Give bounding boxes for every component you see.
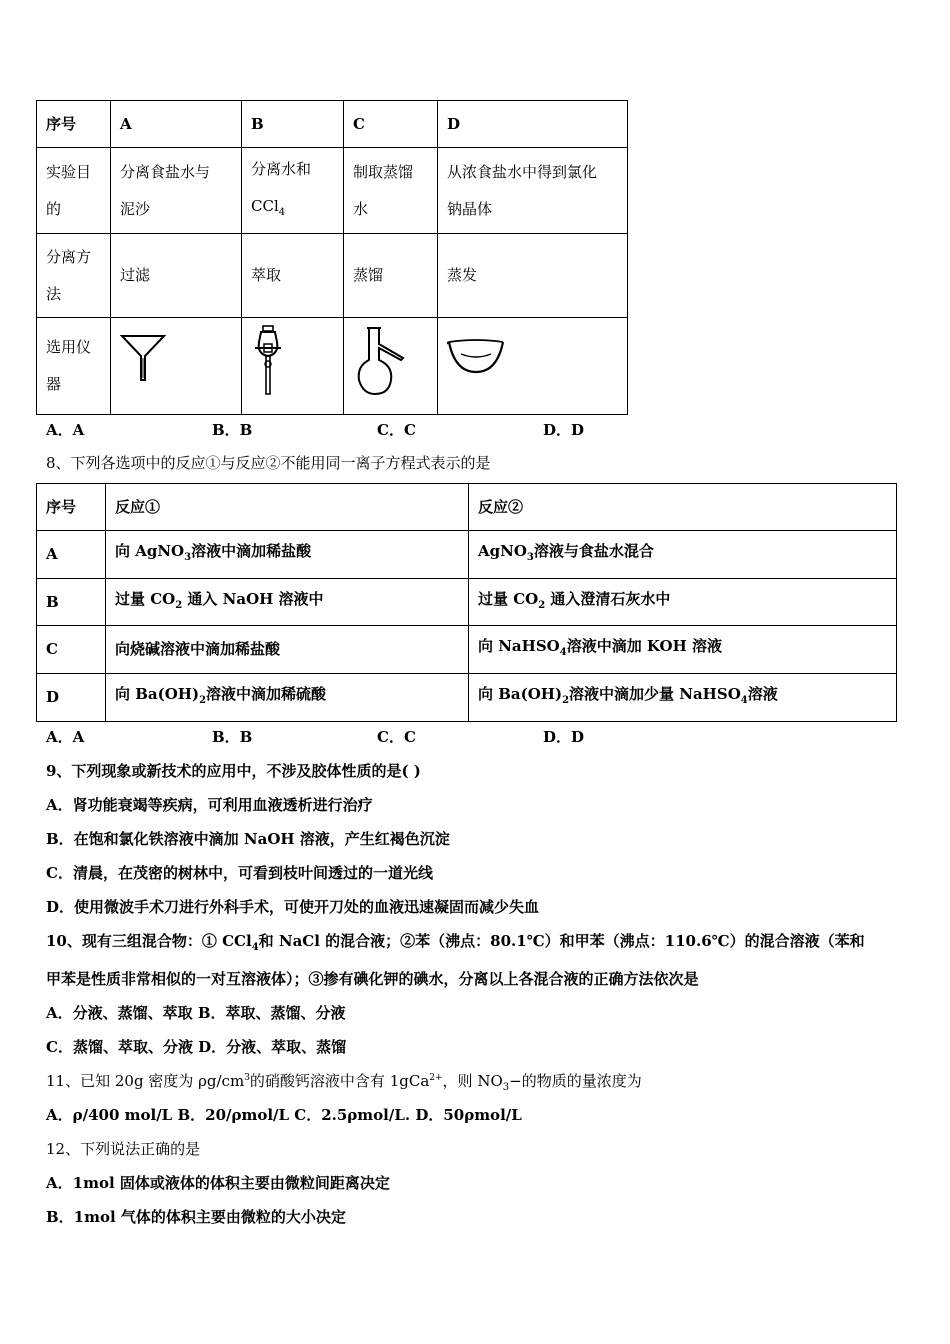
- q7-purpose-label: 实验目 的: [37, 148, 111, 234]
- q8-row-r2: 向 NaHSO$_4$溶液中滴加 KOH 溶液: [469, 626, 897, 674]
- q7-method-b: 萃取: [242, 234, 344, 318]
- q8-header-c2: 反应②: [469, 484, 897, 531]
- q7-apparatus-c: [344, 318, 438, 415]
- q9-option-d[interactable]: D．使用微波手术刀进行外科手术，可使开刀处的血液迅速凝固而减少失血: [46, 898, 540, 916]
- q8-row-r2: 过量 $CO_2$ 通入澄清石灰水中: [469, 579, 897, 626]
- q7-apparatus-a: [111, 318, 242, 415]
- q9-option-a[interactable]: A．肾功能衰竭等疾病，可利用血液透析进行治疗: [46, 796, 373, 814]
- q8-row-key: A: [37, 531, 106, 579]
- q7-header-a: A: [111, 101, 242, 148]
- q8-row-r1: 向 AgNO$_3$溶液中滴加稀盐酸: [106, 531, 469, 579]
- q7-apparatus-b: [242, 318, 344, 415]
- q7-purpose-d: 从浓食盐水中得到氯化 钠晶体: [438, 148, 628, 234]
- q10-stem-line2: 甲苯是性质非常相似的一对互溶液体）；③掺有碘化钾的碘水，分离以上各混合液的正确方法依次是: [46, 970, 699, 988]
- q8-stem: 8、下列各选项中的反应①与反应②不能用同一离子方程式表示的是: [46, 454, 491, 472]
- q7-purpose-b: 分离水和 CCl$_4$: [242, 148, 344, 234]
- q7-apparatus-label: 选用仪 器: [37, 318, 111, 415]
- q10-options-line1[interactable]: A．分液、蒸馏、萃取 B．萃取、蒸馏、分液: [46, 1004, 346, 1022]
- q7-header-label: 序号: [37, 101, 111, 148]
- q8-header-c1: 反应①: [106, 484, 469, 531]
- q9-stem: 9、下列现象或新技术的应用中，不涉及胶体性质的是( ): [46, 762, 421, 780]
- q8-option-b[interactable]: B．B: [212, 728, 253, 746]
- q7-option-a[interactable]: A．A: [46, 421, 85, 439]
- q8-option-d[interactable]: D．D: [543, 728, 585, 746]
- q7-option-b[interactable]: B．B: [212, 421, 253, 439]
- q8-option-c[interactable]: C．C: [377, 728, 416, 746]
- q7-option-c[interactable]: C．C: [377, 421, 416, 439]
- q7-purpose-a: 分离食盐水与 泥沙: [111, 148, 242, 234]
- q7-method-label: 分离方 法: [37, 234, 111, 318]
- q7-header-b: B: [242, 101, 344, 148]
- q8-row-key: D: [37, 674, 106, 722]
- q10-options-line2[interactable]: C．蒸馏、萃取、分液 D．分液、萃取、蒸馏: [46, 1038, 347, 1056]
- q7-table: [36, 100, 628, 415]
- q8-row-r1: 向烧碱溶液中滴加稀盐酸: [106, 626, 469, 674]
- q8-header-c0: 序号: [37, 484, 106, 531]
- q8-row-r2: 向 $Ba(OH)_2$溶液中滴加少量 NaHSO$_4$溶液: [469, 674, 897, 722]
- q12-stem: 12、下列说法正确的是: [46, 1140, 201, 1158]
- q7-option-d[interactable]: D．D: [543, 421, 585, 439]
- q12-option-a[interactable]: A．1mol 固体或液体的体积主要由微粒间距离决定: [46, 1174, 390, 1192]
- q7-method-a: 过滤: [111, 234, 242, 318]
- q8-row-r1: 过量 $CO_2$ 通入 NaOH 溶液中: [106, 579, 469, 626]
- evaporating-dish-icon: [447, 334, 618, 376]
- distillation-flask-icon: [353, 326, 428, 396]
- q8-option-a[interactable]: A．A: [46, 728, 85, 746]
- q8-row-r2: AgNO$_3$溶液与食盐水混合: [469, 531, 897, 579]
- q7-method-d: 蒸发: [438, 234, 628, 318]
- q8-table: [36, 483, 897, 722]
- q10-stem-line1: 10、现有三组混合物：① CCl$_4$和 NaCl 的混合液；②苯（沸点：80.1℃）和甲苯（沸点：110.6℃）的混合溶液（苯和: [46, 932, 865, 953]
- separatory-funnel-icon: [251, 324, 334, 396]
- q7-method-c: 蒸馏: [344, 234, 438, 318]
- funnel-icon: [120, 332, 232, 382]
- q9-option-c[interactable]: C．清晨，在茂密的树林中，可看到枝叶间透过的一道光线: [46, 864, 433, 882]
- q8-row-key: B: [37, 579, 106, 626]
- q7-header-c: C: [344, 101, 438, 148]
- q9-option-b[interactable]: B．在饱和氯化铁溶液中滴加 NaOH 溶液，产生红褐色沉淀: [46, 830, 450, 848]
- q7-header-d: D: [438, 101, 628, 148]
- q7-apparatus-d: [438, 318, 628, 415]
- q11-stem: 11、已知 20g 密度为 $\rho g/cm^3$的硝酸钙溶液中含有 1gCa$^{2+}$，则 $NO_3-$的物质的量浓度为: [46, 1072, 642, 1093]
- q8-row-key: C: [37, 626, 106, 674]
- q11-options[interactable]: A．ρ/400 mol/L B．20/ρmol/L C．2.5ρmol/L. D．50ρmol/L: [46, 1106, 522, 1124]
- q7-purpose-c: 制取蒸馏 水: [344, 148, 438, 234]
- q12-option-b[interactable]: B．1mol 气体的体积主要由微粒的大小决定: [46, 1208, 346, 1226]
- q8-row-r1: 向 $Ba(OH)_2$溶液中滴加稀硫酸: [106, 674, 469, 722]
